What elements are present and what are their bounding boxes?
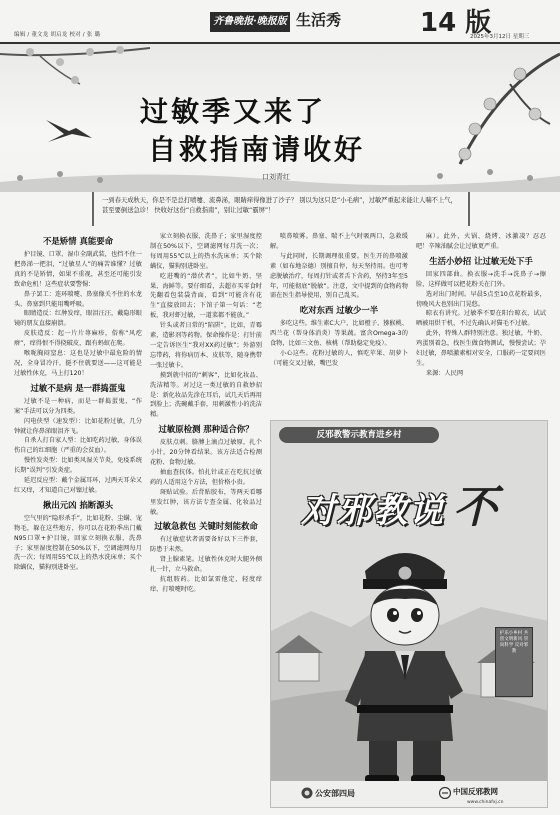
- paragraph: 自杀人打自家人型：比如吃药过敏，身体误伤自己的红细胞（严重的会贫血）。: [14, 437, 142, 455]
- subheading: 不是矫情 真能要命: [43, 236, 113, 246]
- paragraph: 空气里的“隐形杀手”，比如花粉、尘螨、宠物毛，躲在这些地方，你可以在花粉季出门戴N95口罩+护目镜，回家立刻换衣服、洗鼻子；家里湿度控制在50%以下，空调滤网每月洗一次；每周用55℃以上的热水洗床单；买个除螨仪，猫狗别进卧室。: [14, 514, 142, 572]
- paragraph: 延迟反应型：戴个金属耳环，过两天耳朵又红又痒，才知道自己对镍过敏。: [14, 477, 142, 494]
- poster-slogan-no: 不: [453, 482, 497, 533]
- paragraph: 与此同时，长期调理很重要。医生开的鼻喷激素（如布地奈德）别擅自停，每天坚持用。也可考虑脱敏治疗，每周打针或者舌下含药，坚持3年至5年，可能彻底“脱敏”。注意，文中提到的食物药物需在医生指导使用，别自己乱买。: [270, 252, 408, 300]
- author-byline: 口刘青红: [262, 173, 290, 181]
- paragraph: 晾衣有讲究。过敏季不要在阳台晾衣，试试晒被用烘干机，不过先确认对猫毛不过敏。: [416, 310, 546, 328]
- poster-slogan: 对邪教说: [301, 491, 445, 531]
- editor-credits: 编辑 / 董文龙 胡启龙 校对 / 张 璐: [14, 32, 101, 38]
- subheading: 揪出元凶 掐断源头: [43, 499, 113, 510]
- poster-banner: 反邪教警示教育进乡村: [279, 427, 439, 443]
- paragraph: 多吃这些。维生素C大户，比如橙子、猕猴桃、西兰花（帮身体消炎）等果蔬。富含Omega-3的食物，比如三文鱼、核桃（帮助稳定免疫）。: [270, 320, 408, 348]
- swallow-bird-icon: [44, 116, 94, 146]
- paragraph: 斑贴试验。后背贴胶布，等两天看哪里发红肿，该方法专查金属、化妆品过敏。: [150, 488, 262, 516]
- paragraph: 皮肤点刺。胳膊上滴点过敏原，扎个小针，20分钟看结果。该方法适合检测花粉、食物过敏。: [150, 439, 262, 467]
- anti-cult-poster: [270, 420, 548, 808]
- subheading: 过敏急救包 关键时刻能救命: [154, 521, 258, 532]
- roadside-sign-text: 护乐小乡村 共创文明新风 崇尚科学 反对邪教: [499, 631, 529, 654]
- paragraph: 过敏不是一种病，而是一群捣蛋鬼，“作案”手法可以分为四类。: [14, 397, 142, 415]
- blossom-branch-icon: [0, 44, 160, 104]
- police-badge-icon: [301, 787, 313, 799]
- paragraph: 抽血查抗体。怕扎针或正在吃抗过敏药的人适用这个方法，但价格小贵。: [150, 468, 262, 486]
- hero-illustration: [0, 44, 560, 192]
- anti-cult-site-logo-icon: [439, 787, 451, 799]
- article-column-1: [14, 232, 142, 792]
- paragraph: 回家四部曲。换衣服→洗手→洗鼻子→擦脸，这样做可以把花粉关在门外。: [416, 270, 546, 288]
- article-column-4: [416, 232, 546, 418]
- poster-footer: [271, 781, 547, 807]
- masthead: [0, 0, 560, 44]
- issue-date: 2025年3月12日 星期三: [470, 34, 530, 40]
- paragraph: 选对出门时间。早晨5点至10点花粉最多，傍晚风大也别出门晃悠。: [416, 290, 546, 308]
- paragraph: 皮肤造反：起一片片荨麻疹，俗称“风疙瘩”，痒得恨不得挠破皮，跟有蚂蚁在爬。: [14, 330, 142, 348]
- paragraph: 鼻子罢工：连环喷嚏、鼻塞像关不住的水龙头、鼻塞到只能用嘴呼吸。: [14, 290, 142, 308]
- police-officer-cartoon-icon: [335, 531, 475, 783]
- section-title: 生活秀: [296, 11, 342, 29]
- paragraph: 有过敏症状者需要备好以下三件套，防患于未然。: [150, 536, 262, 554]
- subheading: 过敏原检测 那种适合你？: [158, 424, 254, 435]
- poster-footer-url: www.chinafxj.cn: [467, 800, 504, 805]
- paragraph: 吃进嘴的“潜伏者”，比如牛奶、坚果、海鲜等。要仔细看，去超市买零食时先翻看包装袋背面，看到“可能含有花生”直接放回去；下馆子第一句话：“老板，我对虾过敏，一道菜都不能放。”: [150, 272, 262, 320]
- article-column-2: [150, 232, 262, 792]
- headline-line-2: 自救指南请收好: [148, 133, 366, 166]
- paragraph: 家立刻换衣服、洗鼻子；家里湿度控制在50%以下，空调滤网每月洗一次；每周用55℃以上的热水洗床单；买个除螨仪，猫狗别进卧室。: [150, 233, 262, 270]
- paragraph: 摸到就中招的“刺客”，比如化妆品、洗洁精等。对过这一类过敏的自救妙招是：新化妆品先涂在耳后，试几天后再用到脸上；洗碗戴手套，用刺激性小的洗洁精。: [150, 371, 262, 419]
- poster-footer-site: 中国反邪教网: [453, 787, 498, 796]
- poster-footer-ministry: 公安部四局: [315, 789, 355, 798]
- subheading: 生活小妙招 让过敏无处下手: [429, 255, 533, 266]
- headline-line-1: 过敏季又来了: [140, 95, 327, 128]
- subheading: 吃对东西 过敏少一半: [299, 305, 379, 316]
- paragraph: 此外，特殊人群特别注意。独过敏，牛奶、鸡蛋别着急，找医生做食物测试，慢慢尝试；孕妇过敏，鼻喷激素相对安全，口服药一定要问医生。: [416, 330, 546, 367]
- paragraph: 喷鼻喷雾。鼻塞、喘不上气时吸两口，急救缓解。: [270, 233, 408, 250]
- paragraph: 闪电侠型（速发型）：比如花粉过敏，几分钟就让你鼻涕眼泪齐飞。: [14, 417, 142, 435]
- subheading: 过敏不是病 是一群捣蛋鬼: [30, 382, 126, 393]
- paragraph: 麻）。此外，火锅、烧烤、冰激凌？忍忍吧！辛辣油腻会让过敏更严重。: [416, 233, 546, 250]
- paragraph: 慢性发炎型：比如类风湿关节炎，免疫系统长期“误判”引发炎症。: [14, 457, 142, 475]
- page-number: 14 版: [420, 8, 492, 38]
- paragraph: 肾上腺素笔。过敏性休克时大腿外侧扎一针，立马救命。: [150, 556, 262, 574]
- paragraph: 喉咙胸闷窒息：这也是过敏中最危险的情况，全身冒冷汗，挺不住就要送——这可能是过敏性休克，马上打120！: [14, 350, 142, 377]
- paragraph: 针头或者日常的“陷阱”，比如，青霉素、造影剂等药物。保命操作是：打针前一定告诉医生“我对XX药过敏”；外游别忘带药，将你病历本、皮肤等，随身携带一张过敏卡。: [150, 322, 262, 369]
- paragraph: 抗组胺药。比如氯雷他定，轻度痒痒、打喷嚏时吃。: [150, 576, 262, 593]
- paragraph: 护目镜、口罩、湿巾全副武装，也挡不住一把鼻涕一把泪，“过敏星人”的痛苦谁懂？过敏真的不是矫情，如果不重视，甚至还可能引发致命危机！这些症状要警惕：: [14, 251, 142, 288]
- paragraph: 眼睛造反：红肿发痒，眼泪汪汪，戴隐形眼镜的朋友直接崩溃。: [14, 310, 142, 328]
- article-column-3: [270, 232, 408, 418]
- paragraph: 来源：人民网: [425, 369, 464, 377]
- paragraph: 小心这些。花粉过敏的人，慎吃苹果、胡萝卜（可能交叉过敏，嘴巴发: [270, 350, 408, 367]
- lede-paragraph: 一到春天成秋天，你是不是总打喷嚏、流鼻涕，眼睛痒得像进了沙子？ 别以为这只是“小毛病”，过敏严重起来能让人喘不上气，甚至要倒送急诊！ 快收好这份“自救指南”，别让过敏“霸屏”！: [92, 192, 470, 226]
- newspaper-brand-logo: 齐鲁晚报·晚报版: [210, 12, 290, 32]
